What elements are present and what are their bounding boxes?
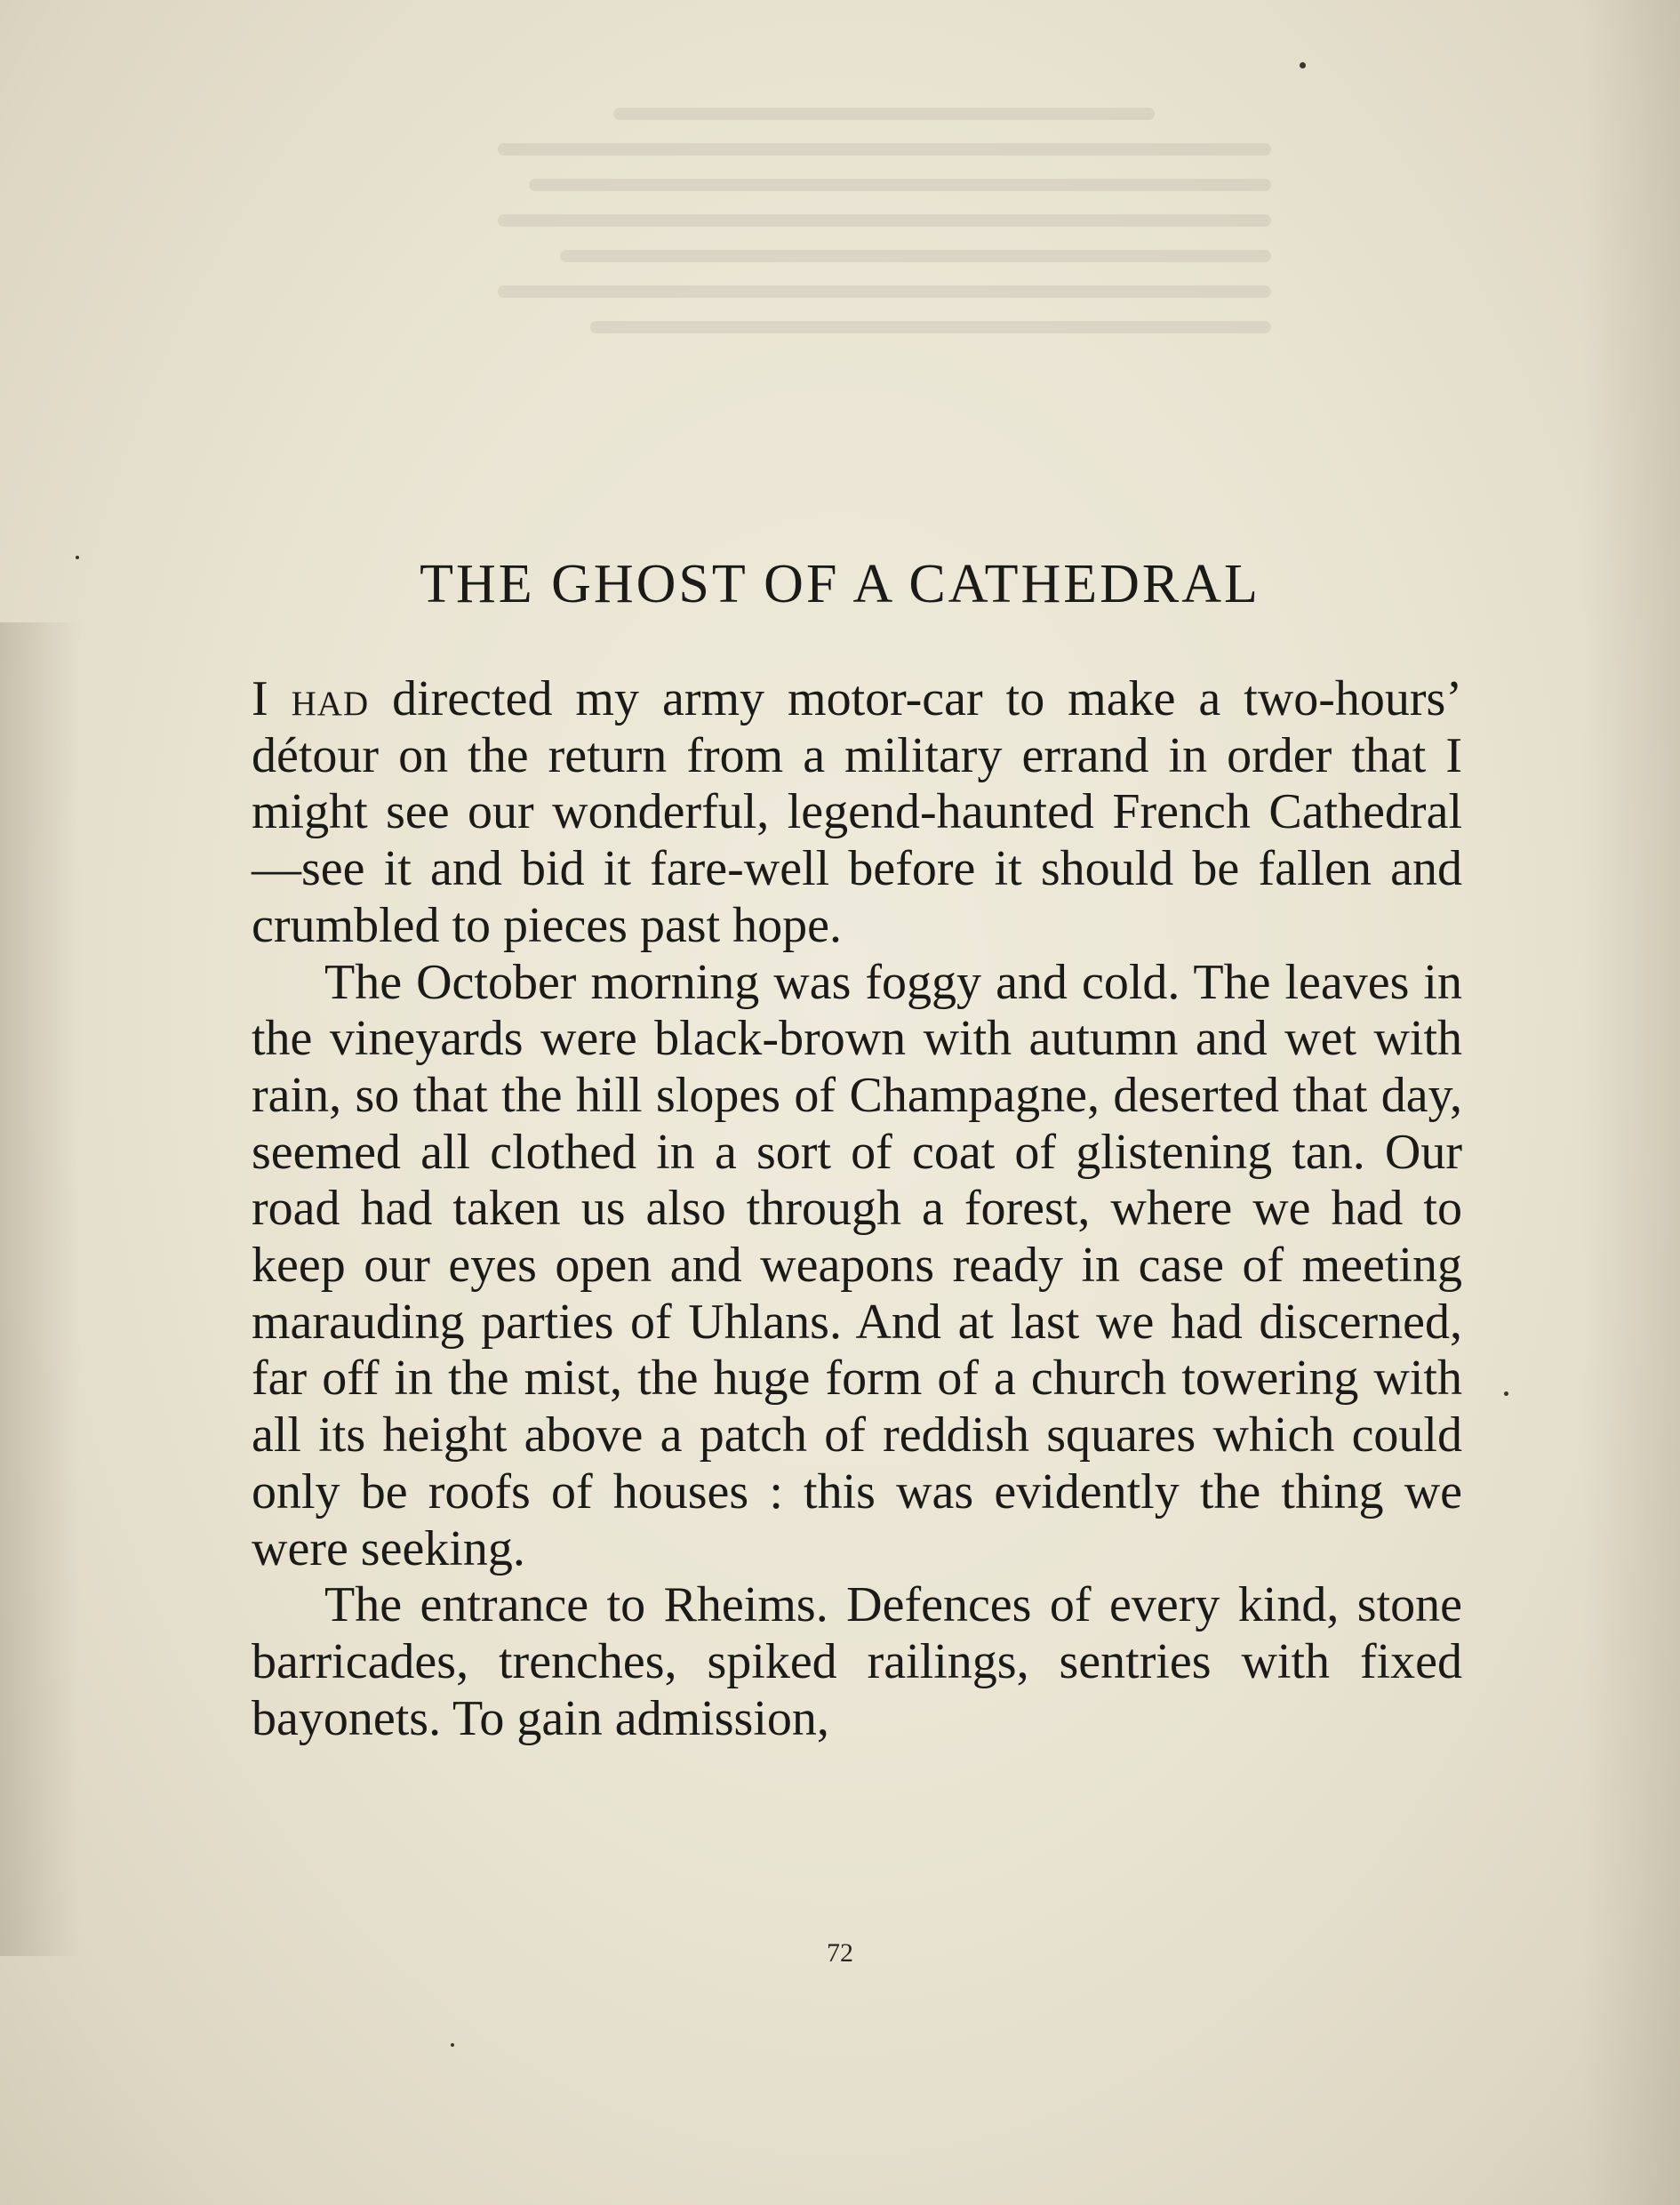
opening-smallcaps: had xyxy=(291,671,370,726)
speck xyxy=(1300,62,1306,68)
show-through-from-reverse xyxy=(498,84,1271,529)
speck xyxy=(1504,1391,1508,1396)
body-text xyxy=(252,671,1462,1747)
opening-word: I xyxy=(252,671,268,726)
page-shadow-left xyxy=(0,622,80,1956)
paragraph-1 xyxy=(252,671,1462,955)
speck xyxy=(451,2043,454,2047)
page-shadow-right xyxy=(1582,0,1680,2205)
speck xyxy=(76,556,79,559)
paragraph-3: The entrance to Rheims. Defences of every kind, stone barricades, trenches, spiked railings, sentries with fixed bayonets. To gain admission, xyxy=(252,1577,1462,1746)
paragraph-2: The October morning was foggy and cold. The leaves in the vineyards were black-brown with autumn and wet with rain, so that the hill slopes of Champagne, deserted that day, seemed all clothed in a sort of coat of glistening tan. Our road had taken us also through a forest, where we had to keep our eyes open and weapons ready in case of meeting marauding parties of Uhlans. And at last we had discerned, far off in the mist, the huge form of a church towering with all its height above a patch of reddish squares which could only be roofs of houses : this was evidently the thing we were seeking. xyxy=(252,954,1462,1576)
paragraph-1-text: directed my army motor-car to make a two-hours’ détour on the return from a military errand in order that I might see our wonderful, legend-haunted French Cathedral—see it and bid it fare-well before it should be fallen and crumbled to pieces past hope. xyxy=(252,671,1463,953)
page-number: 72 xyxy=(827,1938,853,1968)
chapter-title: THE GHOST OF A CATHEDRAL xyxy=(420,554,1260,614)
